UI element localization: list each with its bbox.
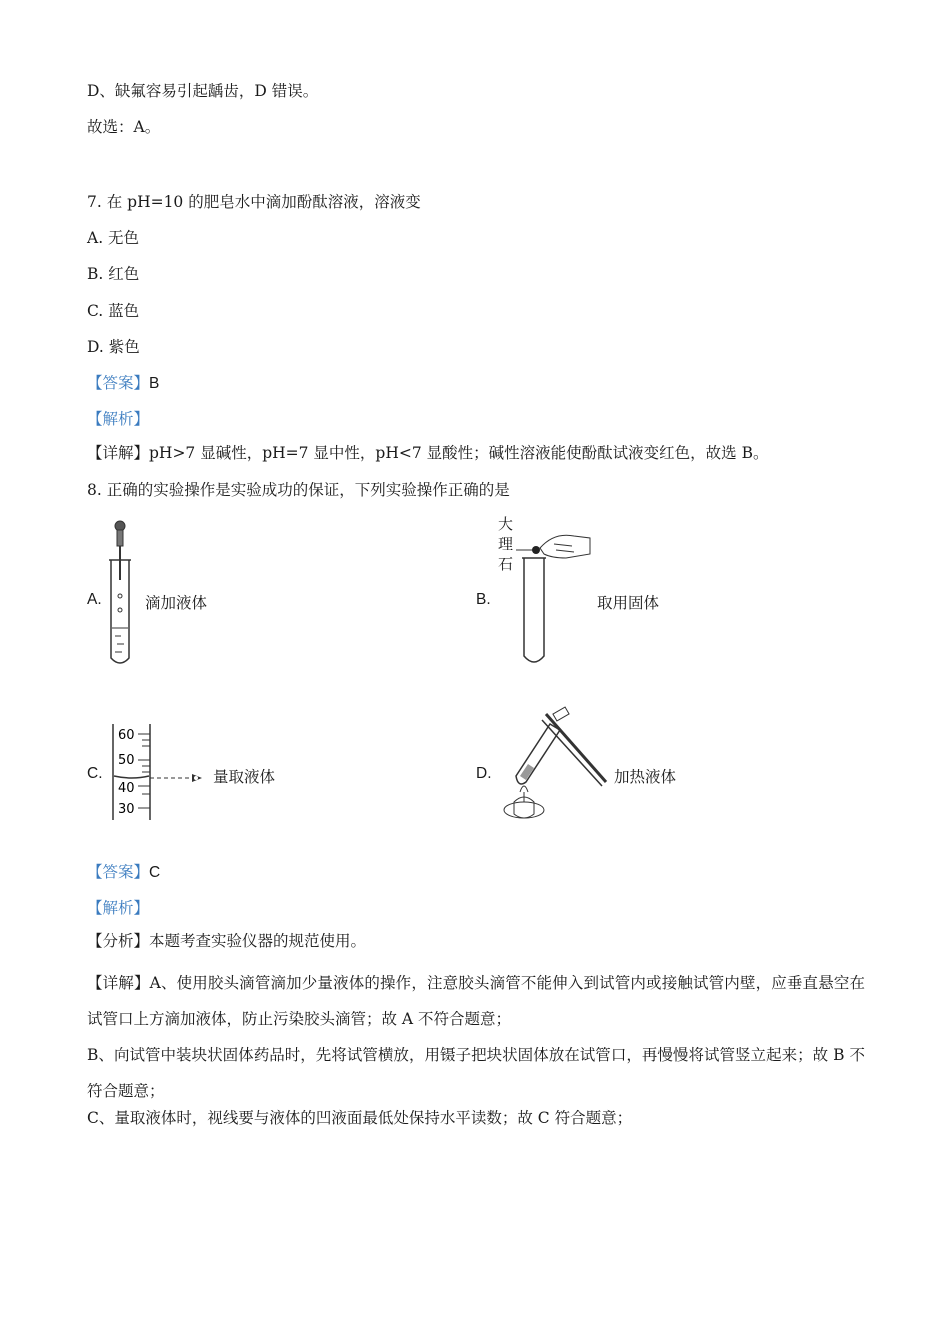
q7-option-b: B. 红色	[87, 265, 140, 283]
tick-60: 60	[118, 728, 135, 743]
q8-answer-value: C	[149, 864, 161, 881]
q7-answer	[87, 373, 159, 394]
tick-50: 50	[118, 753, 135, 768]
q7-answer-value: B	[149, 375, 160, 392]
q8-detail-b: B、向试管中装块状固体药品时，先将试管横放，用镊子把块状固体放在试管口，再慢慢将试管竖立起来；故 B 不符合题意；	[87, 1046, 865, 1100]
q8-option-c-letter: C.	[87, 765, 103, 782]
q8-stem: 8. 正确的实验操作是实验成功的保证，下列实验操作正确的是	[87, 481, 510, 499]
q7-detail: 【详解】pH>7 显碱性，pH=7 显中性，pH<7 显酸性；碱性溶液能使酚酞试液变红色，故选 B。	[87, 444, 769, 462]
q8-analysis-tag: 【解析】	[87, 899, 150, 917]
q7-stem: 7. 在 pH=10 的肥皂水中滴加酚酞溶液，溶液变	[87, 193, 421, 211]
q7-option-d: D. 紫色	[87, 338, 140, 356]
q8-option-d-letter: D.	[476, 765, 492, 782]
cylinder-figure	[108, 722, 208, 822]
q7-option-a: A. 无色	[87, 229, 140, 247]
marble-tube-figure	[514, 524, 594, 668]
q8-option-b-letter: B.	[476, 591, 491, 608]
prev-option-d: D、缺氟容易引起龋齿，D 错误。	[87, 82, 319, 100]
q8-option-d-label: 加热液体	[614, 768, 677, 786]
prev-choice: 故选：A。	[87, 118, 161, 136]
q7-analysis-tag: 【解析】	[87, 410, 150, 428]
q7-option-c: C. 蓝色	[87, 302, 140, 320]
q8-analysis: 【分析】本题考查实验仪器的规范使用。	[87, 932, 367, 950]
q8-option-c-label: 量取液体	[213, 768, 276, 786]
q8-answer-tag: 【答案】	[87, 863, 150, 881]
marble-label: 大 理 石	[498, 515, 514, 573]
heating-figure	[494, 706, 614, 824]
q8-detail-c: C、量取液体时，视线要与液体的凹液面最低处保持水平读数；故 C 符合题意；	[87, 1109, 633, 1127]
dropper-tube-figure	[106, 518, 138, 668]
tick-40: 40	[118, 781, 135, 796]
tick-30: 30	[118, 802, 135, 817]
q8-option-a-letter: A.	[87, 591, 102, 608]
q7-answer-tag: 【答案】	[87, 374, 150, 392]
q8-option-b-label: 取用固体	[597, 594, 660, 612]
q8-detail-a: 【详解】A、使用胶头滴管滴加少量液体的操作，注意胶头滴管不能伸入到试管内或接触试管内壁，应垂直悬空在试管口上方滴加液体，防止污染胶头滴管；故 A 不符合题意；	[87, 974, 865, 1028]
q8-option-a-label: 滴加液体	[145, 594, 208, 612]
q8-answer	[87, 862, 160, 883]
